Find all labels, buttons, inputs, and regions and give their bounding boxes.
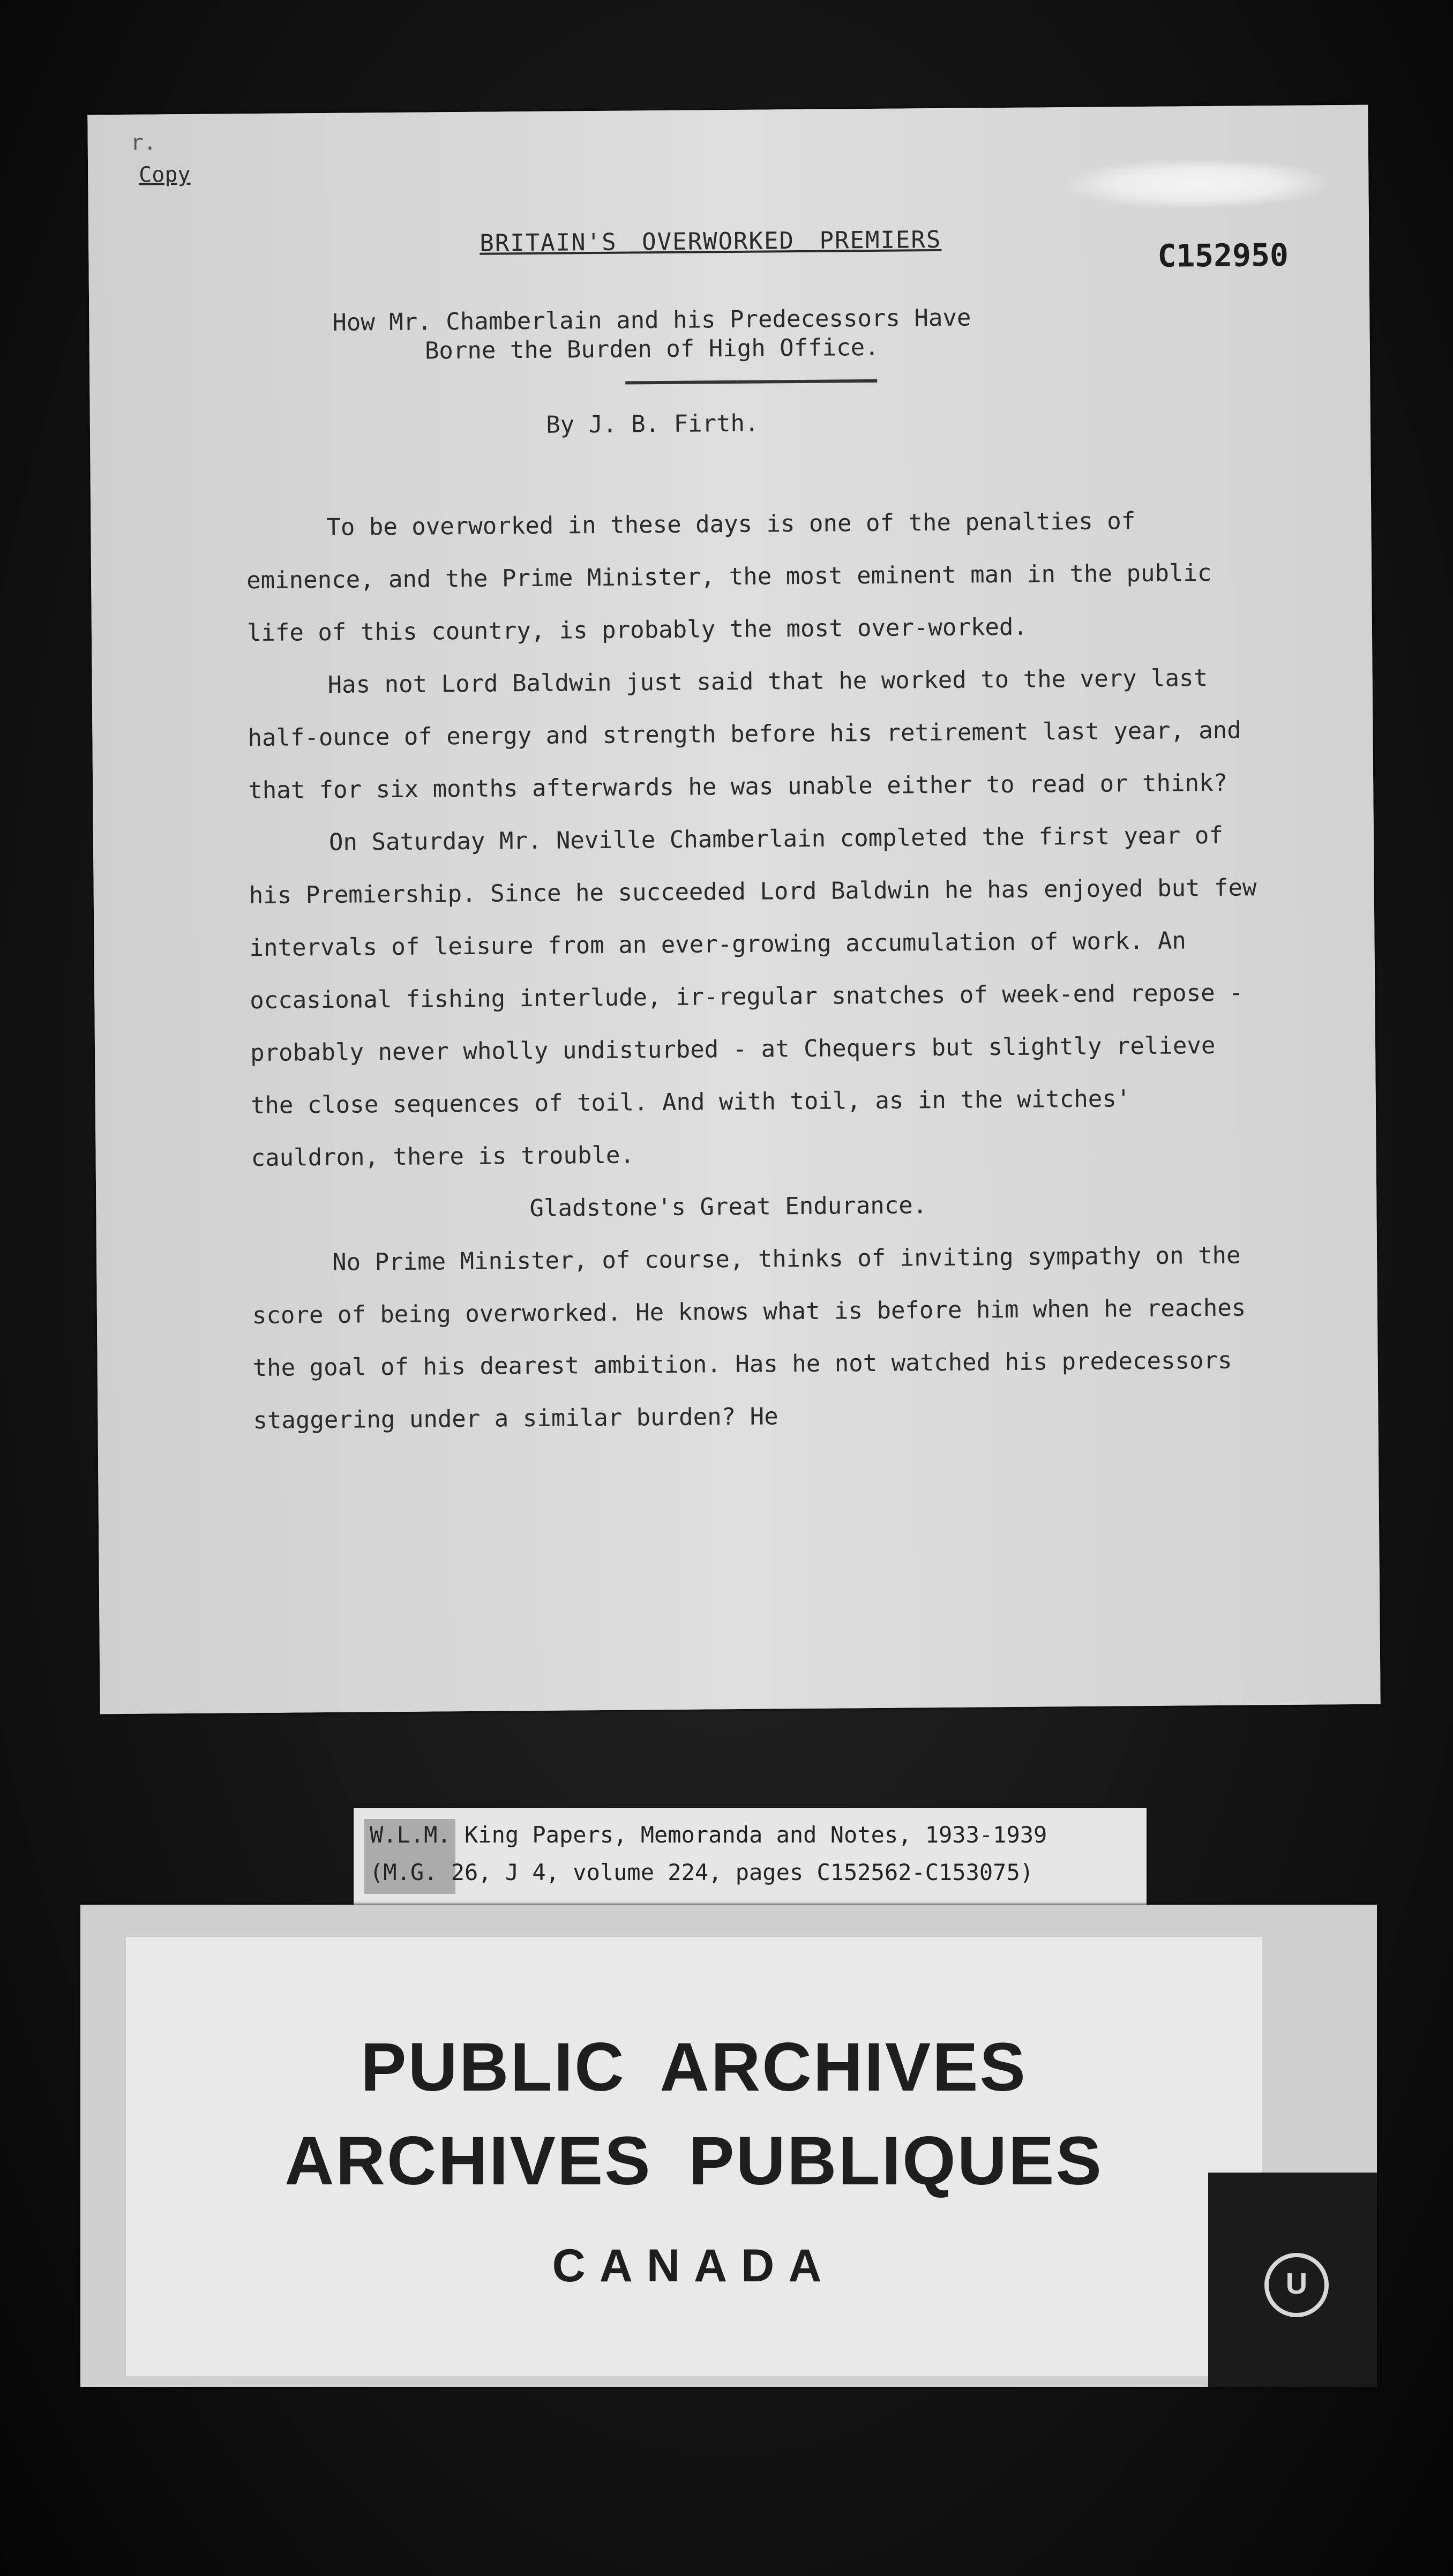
subtitle-line-2: Borne the Burden of High Office. (424, 333, 879, 365)
document-page (87, 105, 1380, 1714)
paper-smudge (1068, 159, 1326, 209)
archive-title-french: ARCHIVES PUBLIQUES (284, 2123, 1103, 2199)
margin-mark: r. (130, 130, 157, 155)
paragraph: Has not Lord Baldwin just said that he worked to the very last half-ounce of energy and strength before his retirement last year, and that for six months afterwards he was unable either to read or think? (248, 664, 1241, 805)
reference-line-2: (M.G. 26, J 4, volume 224, pages C152562-C153075) (370, 1859, 1034, 1885)
title-divider (625, 379, 877, 385)
paragraph: No Prime Minister, of course, thinks of inviting sympathy on the score of being overworked. He knows what is before him when he reaches the goal of his dearest ambition. Has he not watched his predecessors staggering under a similar burden? He (252, 1241, 1246, 1435)
archive-card (80, 1905, 1377, 2387)
section-subheading: Gladstone's Great Endurance. (529, 1192, 927, 1223)
document-title: BRITAIN'S OVERWORKED PREMIERS (480, 226, 942, 257)
article-body (246, 494, 1271, 1447)
document-number: C152950 (1157, 236, 1289, 274)
copy-label: Copy (139, 162, 191, 188)
paragraph: On Saturday Mr. Neville Chamberlain completed the first year of his Premiership. Since he succeeded Lord Baldwin he has enjoyed but few intervals of leisure from an ever-growing accumulation of work. An occasional fishing interlude, ir-regular snatches of week-end repose - probably never wholly undisturbed - at Chequers but slightly relieve the close sequences of toil. And with toil, as in the witches' cauldron, there is trouble. (249, 821, 1257, 1172)
subtitle-line-1: How Mr. Chamberlain and his Predecessors Have (332, 304, 971, 336)
archives-logo-icon: U (1264, 2253, 1329, 2317)
paragraph: To be overworked in these days is one of the penalties of eminence, and the Prime Minister, the most eminent man in the public life of this country, is probably the most over-worked. (246, 507, 1212, 647)
reference-label (354, 1808, 1147, 1913)
byline: By J. B. Firth. (545, 409, 759, 439)
archive-title-english: PUBLIC ARCHIVES (361, 2029, 1027, 2106)
reference-line-1: W.L.M. King Papers, Memoranda and Notes, 1933-1939 (370, 1822, 1047, 1848)
archive-country: CANADA (552, 2240, 836, 2292)
archive-card-face (126, 1937, 1262, 2376)
document-subtitle (89, 302, 1215, 368)
